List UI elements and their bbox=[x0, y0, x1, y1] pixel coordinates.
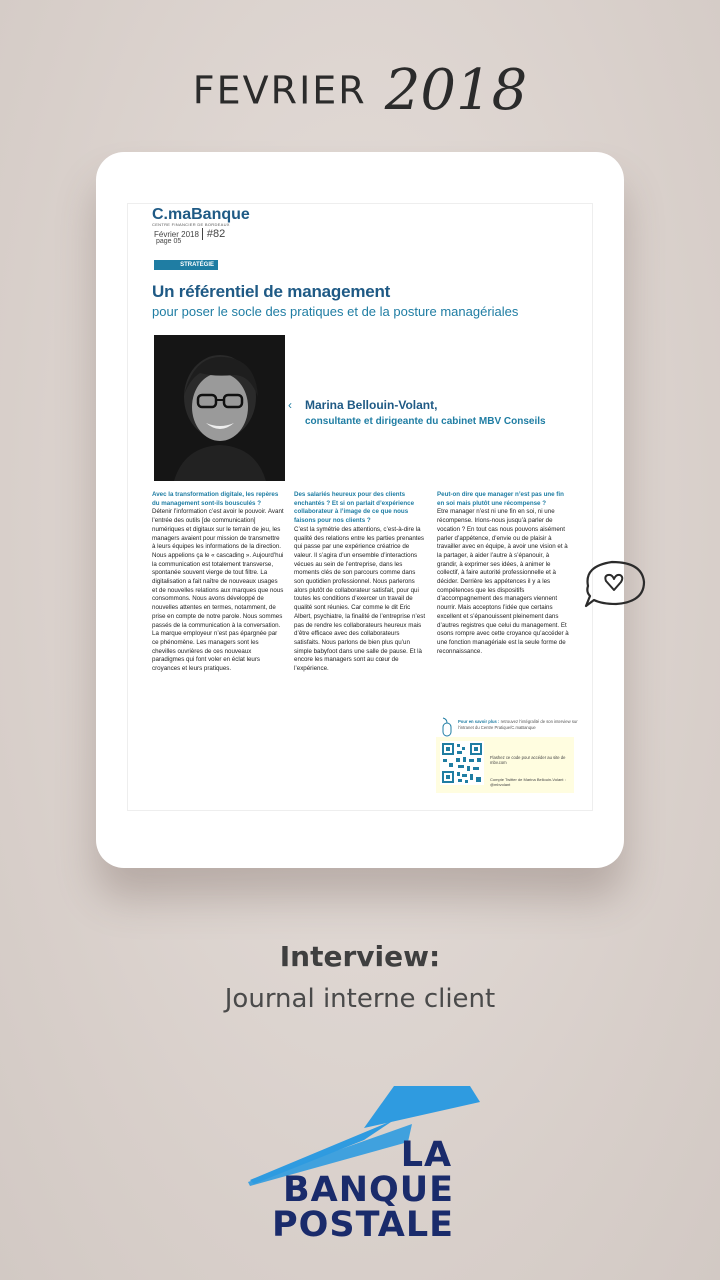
heart-speech-bubble-icon bbox=[578, 556, 648, 612]
answer-3: Etre manager n’est ni une fin en soi, ni une récompense. Irions-nous jusqu’à parler de vocation ? En tout cas nous pouvons aisément parler d’appétence, d’envie ou de plaisir à travailler avec en équipe, à avoir une vision et à la partager, à aider l’autre à s’épanouir, à grandir, à exprimer ses idées, à animer le collectif, à faire autorité professionnelle et à décider. Derrière les appétences il y a les compétences que les dispositifs d’accompagnement des managers viennent nourrir. Mais acceptons l’idée que certains excellent et s’épanouissent pleinement dans d’autres registres que celui du management. Et osons rompre avec cette croyance qu’accéder à une fonction managériale est la seule forme de reconnaissance. bbox=[437, 508, 569, 655]
article-title: Un référentiel de management bbox=[152, 282, 391, 301]
brand-subtitle: CENTRE FINANCIER DE BORDEAUX bbox=[152, 222, 230, 227]
twitter-caption: Compte Twitter de Marina Bellouin-Volant : @mbvolant bbox=[490, 777, 566, 787]
month-label: FEVRIER bbox=[192, 68, 367, 113]
more-info-highlight: Pour en savoir plus : bbox=[458, 719, 500, 724]
logo-line-2: BANQUE bbox=[282, 1170, 455, 1210]
author-name: Marina Bellouin-Volant, bbox=[305, 398, 438, 412]
issue-number: #82 bbox=[202, 228, 225, 240]
logo-wordmark bbox=[272, 1135, 455, 1245]
qr-code[interactable] bbox=[440, 741, 484, 785]
author-role: consultante et dirigeante du cabinet MBV Conseils bbox=[305, 416, 546, 427]
author-photo bbox=[154, 335, 285, 481]
logo-line-3: POSTALE bbox=[272, 1205, 455, 1245]
qr-box bbox=[436, 737, 574, 793]
question-3: Peut-on dire que manager n’est pas une fin en soi mais plutôt une récompense ? bbox=[437, 491, 564, 507]
section-tag: STRATÉGIE bbox=[154, 260, 218, 270]
more-info-text: retrouvez l’intégralité de son interview sur l’intranet du Centre Pratique/C.maBanque bbox=[458, 719, 578, 730]
page-number: page 05 bbox=[156, 238, 182, 245]
article-column-2 bbox=[294, 491, 426, 674]
qr-caption: Flashez ce code pour accéder au site de mbv.com bbox=[490, 755, 566, 766]
year-label: 2018 bbox=[384, 58, 528, 123]
article-column-3 bbox=[437, 491, 569, 656]
logo-line-1: LA bbox=[400, 1135, 453, 1175]
issue-date-heading bbox=[0, 58, 720, 123]
more-info-note bbox=[458, 719, 578, 730]
brand-text: C.maBanque bbox=[152, 206, 250, 223]
issue-date: Février 2018 bbox=[154, 230, 199, 239]
caption-title: Interview: bbox=[279, 940, 441, 973]
mouse-icon bbox=[440, 717, 454, 739]
question-2: Des salariés heureux pour des clients enchantés ? Et si on parlait d’expérience collaborateur à l’image de ce que nous faisons pour nos clients ? bbox=[294, 491, 415, 525]
caption-subtitle: Journal interne client bbox=[224, 984, 496, 1014]
question-1: Avec la transformation digitale, les repères du management sont-ils bousculés ? bbox=[152, 491, 279, 507]
magazine-page bbox=[127, 203, 593, 811]
answer-1: Détenir l’information c’est avoir le pouvoir. Avant l’entrée des outils [de communication] numériques et digitaux sur le terrain de jeu, les managers avaient pour mission de transmettre à leurs équipes les informations de la direction. Nous appelions ça le « cascading ». Aujourd’hui la communication est totalement transverse, spontanée souvent vierge de tout filtre. La digitalisation a fait naître de nouveaux usages et de nouvelles relations aux marques que nous consommons. Nous avons développé de nouvelles attentes en termes, notamment, de prise en compte de notre parole. Nous sommes passés de la communication à la conversation. La marque employeur n’est pas épargnée par ce phénomène. Les managers sont les chevilles ouvrières de ces nouveaux paradigmes qui font voler en éclat leurs croyances et leurs pratiques. bbox=[152, 508, 284, 673]
article-subtitle: pour poser le socle des pratiques et de la posture managériales bbox=[152, 304, 519, 319]
chevron-left-icon: ‹ bbox=[288, 398, 292, 412]
article-column-1 bbox=[152, 491, 284, 674]
answer-2: C’est la symétrie des attentions, c’est-à-dire la qualité des relations entre les parties prenantes qui passe par une expérience créatrice de valeur. Il s’agira d’un ensemble d’interactions vécues au sein de l’entreprise, dans les moments clés de son parcours comme dans son quotidien professionnel. Nous parlerons alors plutôt de collaborateur satisfait, pour qui toutes les conditions d’exercer un travail de qualité sont réunies. Car comme le dit Eric Albert, psychiatre, la finalité de l’entreprise n’est pas de rendre les collaborateurs heureux mais d’être efficace avec des collaborateurs satisfaits. Nous parlons de bien plus qu’un simple babyfoot dans une salle de pause. Et là encore les managers sont au cœur de l’expérience. bbox=[294, 525, 426, 673]
